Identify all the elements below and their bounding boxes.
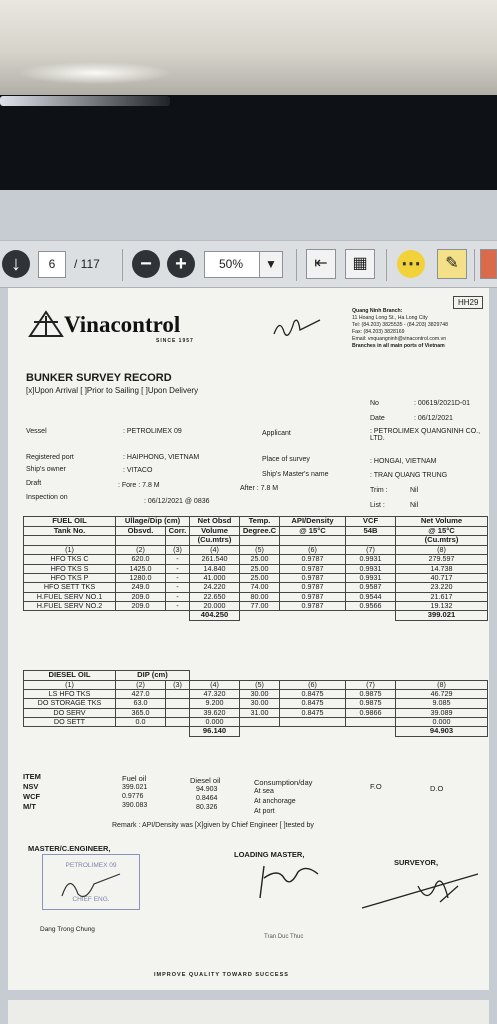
table-cell: 0.9787: [280, 564, 346, 573]
table-cell: 0.9787: [280, 555, 346, 564]
table-cell: 20.000: [190, 601, 240, 610]
table-cell: 0.8475: [280, 690, 346, 699]
table-cell: 427.0: [116, 690, 166, 699]
table-cell: 365.0: [116, 708, 166, 717]
col-number: (7): [346, 546, 396, 555]
footer-slogan: IMPROVE QUALITY TOWARD SUCCESS: [154, 972, 289, 978]
branch-email: Email: vnquangninh@vinacontrol.com.vn: [352, 336, 447, 342]
owner-value: : VITACO: [123, 467, 153, 474]
signer-name-mid: Tran Duc Thuc: [264, 934, 304, 940]
diesel-header-row: [24, 671, 488, 681]
document-page: [8, 288, 489, 990]
table-cell: 0.9787: [280, 574, 346, 583]
applicant-value: : PETROLIMEX QUANGNINH CO., LTD.: [370, 428, 481, 442]
col-number: (5): [240, 680, 280, 689]
stamp-text: PETROLIMEX 09: [65, 862, 117, 869]
tank-name: DO SETT: [24, 717, 116, 726]
fuel-mt: 390.083: [122, 802, 148, 809]
table-cell: 0.0: [116, 717, 166, 726]
table-cell: 279.597: [396, 555, 488, 564]
fit-width-icon[interactable]: ⇤: [306, 249, 336, 279]
fuel-total-obsd: 404.250: [190, 611, 240, 621]
consumption-label: Consumption/day: [254, 778, 313, 787]
highlight-icon[interactable]: ✎: [437, 249, 467, 279]
table-row: [24, 601, 488, 610]
table-cell: 9.200: [190, 699, 240, 708]
fuel-subheader-row: [24, 526, 488, 536]
col-number: (2): [116, 680, 166, 689]
table-cell: 209.0: [116, 601, 166, 610]
toolbar-divider: [296, 249, 297, 281]
doc-code: HH29: [453, 296, 483, 309]
tank-name: HFO TKS P: [24, 574, 116, 583]
table-cell: 0.9866: [346, 708, 396, 717]
table-cell: 46.729: [396, 690, 488, 699]
loading-master-signature: [254, 858, 324, 902]
zoom-in-icon[interactable]: +: [167, 250, 195, 278]
branch-title: Quang Ninh Branch:: [352, 308, 403, 314]
tank-name: H.FUEL SERV NO.1: [24, 592, 116, 601]
tank-name: HFO SETT TKS: [24, 583, 116, 592]
col-number: (1): [24, 546, 116, 555]
table-cell: 41.000: [190, 574, 240, 583]
obsvd-header: Obsvd.: [116, 526, 166, 536]
table-cell: -: [166, 555, 190, 564]
table-cell: 19.132: [396, 601, 488, 610]
diesel-wcf: 0.8464: [196, 795, 218, 802]
table-cell: 0.9566: [346, 601, 396, 610]
net-obsd-header: Net Obsd: [190, 517, 240, 527]
pdf-toolbar: [0, 240, 497, 288]
toolbar-divider: [122, 249, 123, 281]
diesel-oil-table: [23, 670, 488, 737]
place-label: Place of survey: [262, 456, 310, 463]
table-cell: 0.9787: [280, 601, 346, 610]
at-anchorage-label: At anchorage: [254, 798, 296, 805]
fuel-total-net: 399.021: [396, 611, 488, 621]
table-cell: 24.220: [190, 583, 240, 592]
loading-master-label: LOADING MASTER,: [234, 850, 305, 859]
chief-engineer-signature: [56, 866, 126, 906]
fo-label: F.O: [370, 782, 382, 791]
table-row: [24, 717, 488, 726]
table-cell: 1280.0: [116, 574, 166, 583]
table-cell: 31.00: [240, 708, 280, 717]
table-cell: 30.00: [240, 690, 280, 699]
next-tool-icon[interactable]: [480, 249, 497, 279]
temp-header: Temp.: [240, 517, 280, 527]
diesel-oil-header: DIESEL OIL: [24, 671, 116, 681]
table-cell: 39.620: [190, 708, 240, 717]
list-value: Nil: [410, 502, 419, 509]
item-label: ITEM: [23, 772, 41, 781]
fuel-header-row: [24, 517, 488, 527]
toolbar-divider: [386, 249, 387, 281]
table-cell: 40.717: [396, 574, 488, 583]
table-cell: 25.00: [240, 564, 280, 573]
col-number: (6): [280, 680, 346, 689]
table-cell: [166, 717, 190, 726]
record-title: BUNKER SURVEY RECORD: [26, 372, 172, 384]
no-label: No: [370, 400, 379, 407]
tank-name: LS HFO TKS: [24, 690, 116, 699]
bezel-glare: [0, 96, 170, 106]
no-value: : 00619/2021D-01: [414, 400, 471, 407]
col-number: (8): [396, 546, 488, 555]
applicant-label: Applicant: [262, 430, 291, 437]
tank-name: DO SERV: [24, 708, 116, 717]
chevron-down-icon[interactable]: ▼: [259, 251, 283, 278]
dip-header: DIP (cm): [116, 671, 190, 681]
table-cell: 0.9787: [280, 583, 346, 592]
do-label: D.O: [430, 784, 444, 793]
col-number: (6): [280, 546, 346, 555]
net-15-header: @ 15°C: [396, 526, 488, 536]
col-number: (2): [116, 546, 166, 555]
vcf-header: VCF: [346, 517, 396, 527]
table-cell: 0.9875: [346, 699, 396, 708]
table-row: [24, 564, 488, 573]
fuel-nsv: 399.021: [122, 784, 148, 791]
next-page: [8, 1000, 489, 1024]
at-sea-label: At sea: [254, 788, 274, 795]
table-cell: 80.00: [240, 592, 280, 601]
table-cell: [240, 717, 280, 726]
table-cell: 249.0: [116, 583, 166, 592]
ullage-header: Ullage/Dip (cm): [116, 517, 190, 527]
fuel-unit-row: [24, 536, 488, 546]
at-port-label: At port: [254, 808, 275, 815]
table-cell: 0.8475: [280, 699, 346, 708]
table-row: [24, 708, 488, 717]
tank-name: HFO TKS S: [24, 564, 116, 573]
download-arrow-icon[interactable]: ↓: [2, 250, 30, 278]
master-label: Ship's Master's name: [262, 471, 329, 478]
diesel-mt: 80.326: [196, 804, 218, 811]
draft-label: Draft: [26, 480, 42, 487]
inspection-value: : 06/12/2021 @ 0836: [144, 498, 210, 505]
table-cell: 47.320: [190, 690, 240, 699]
table-row: [24, 574, 488, 583]
col-number: (5): [240, 546, 280, 555]
col-number: (8): [396, 680, 488, 689]
record-subtitle: [x]Upon Arrival [ ]Prior to Sailing [ ]Upon Delivery: [26, 386, 199, 395]
fuel-number-row: [24, 546, 488, 555]
table-cell: 39.089: [396, 708, 488, 717]
corr-header: Corr.: [166, 526, 190, 536]
table-cell: 23.220: [396, 583, 488, 592]
monitor-bezel: [0, 95, 497, 193]
volume-header: Volume: [190, 526, 240, 536]
inspection-label: Inspection on: [26, 494, 68, 501]
table-cell: [166, 690, 190, 699]
draft-fore: : Fore : 7.8 M: [118, 482, 160, 489]
table-cell: [346, 717, 396, 726]
date-label: Date: [370, 415, 385, 422]
table-cell: 0.9931: [346, 555, 396, 564]
page-number-input[interactable]: 6: [38, 251, 66, 278]
brand-name: Vinacontrol: [64, 312, 181, 337]
brand-since: SINCE 1957: [156, 338, 194, 344]
reg-port-label: Registered port: [26, 454, 74, 461]
diesel-total-obsd: 96.140: [190, 727, 240, 737]
place-value: : HONGAI, VIETNAM: [370, 458, 437, 465]
diesel-nsv: 94.903: [196, 786, 218, 793]
tank-name: DO STORAGE TKS: [24, 699, 116, 708]
remark-text: Remark : API/Density was [X]given by Chief Engineer [ ]tested by: [112, 822, 314, 829]
table-cell: 0.8475: [280, 708, 346, 717]
table-cell: 0.9587: [346, 583, 396, 592]
trim-value: Nil: [410, 487, 419, 494]
mt-label: M/T: [23, 802, 36, 811]
table-cell: 209.0: [116, 592, 166, 601]
table-cell: 14.738: [396, 564, 488, 573]
table-cell: 0.9931: [346, 564, 396, 573]
col-number: (1): [24, 680, 116, 689]
table-cell: 22.650: [190, 592, 240, 601]
diesel-number-row: [24, 680, 488, 689]
diesel-oil-label: Diesel oil: [190, 776, 221, 785]
table-row: [24, 592, 488, 601]
table-row: [24, 699, 488, 708]
fuel-oil-label: Fuel oil: [122, 774, 147, 783]
zoom-out-icon[interactable]: −: [132, 250, 160, 278]
table-cell: 21.617: [396, 592, 488, 601]
fuel-oil-header: FUEL OIL: [24, 517, 116, 527]
unit-cu-mtrs: (Cu.mtrs): [396, 536, 488, 546]
table-cell: 0.000: [190, 717, 240, 726]
date-value: : 06/12/2021: [414, 415, 453, 422]
branch-address: 11 Hoang Long St., Ha Long City: [352, 315, 428, 321]
master-engineer-label: MASTER/C.ENGINEER,: [28, 844, 111, 853]
trim-label: Trim :: [370, 487, 388, 494]
table-cell: 14.840: [190, 564, 240, 573]
draft-after: After : 7.8 M: [240, 485, 279, 492]
full-screen-icon[interactable]: ▦: [345, 249, 375, 279]
table-cell: -: [166, 583, 190, 592]
reg-port-value: : HAIPHONG, VIETNAM: [123, 454, 200, 461]
api-header: API/Density: [280, 517, 346, 527]
signature-top: [270, 314, 324, 342]
table-row: [24, 583, 488, 592]
table-cell: 0.9544: [346, 592, 396, 601]
owner-label: Ship's owner: [26, 466, 66, 473]
tank-name: HFO TKS C: [24, 555, 116, 564]
col-number: (4): [190, 546, 240, 555]
branch-tel: Tel: (84.203) 3825535 - (84.203) 3829748: [352, 322, 449, 328]
table-cell: 74.00: [240, 583, 280, 592]
vessel-label: Vessel: [26, 428, 47, 435]
table-cell: 1425.0: [116, 564, 166, 573]
branch-note: Branches in all main ports of Vietnam: [352, 343, 445, 349]
signer-name-left: Dang Trong Chung: [40, 926, 95, 933]
wcf-label: WCF: [23, 792, 41, 801]
diesel-total-net: 94.903: [396, 727, 488, 737]
page-total: / 117: [74, 257, 100, 271]
api-15-header: @ 15°C: [280, 526, 346, 536]
table-cell: [166, 708, 190, 717]
vcf-54b-header: 54B: [346, 526, 396, 536]
table-cell: 25.00: [240, 574, 280, 583]
col-number: (4): [190, 680, 240, 689]
table-cell: 0.9931: [346, 574, 396, 583]
fuel-wcf: 0.9776: [122, 793, 144, 800]
table-row: [24, 555, 488, 564]
ceiling-light: [20, 62, 170, 84]
surveyor-label: SURVEYOR,: [394, 858, 439, 867]
zoom-select[interactable]: 50%: [204, 251, 260, 278]
net-volume-header: Net Volume: [396, 517, 488, 527]
table-cell: 0.9787: [280, 592, 346, 601]
table-cell: 0.9875: [346, 690, 396, 699]
tank-name: H.FUEL SERV NO.2: [24, 601, 116, 610]
vinacontrol-logo-icon: [28, 310, 64, 340]
table-cell: 9.085: [396, 699, 488, 708]
table-cell: -: [166, 574, 190, 583]
fuel-total-row: [24, 611, 488, 621]
table-cell: 30.00: [240, 699, 280, 708]
table-cell: -: [166, 592, 190, 601]
col-number: (7): [346, 680, 396, 689]
table-cell: 620.0: [116, 555, 166, 564]
branch-fax: Fax: (84.203) 3828169: [352, 329, 405, 335]
tank-no-header: Tank No.: [24, 526, 116, 536]
nsv-label: NSV: [23, 782, 39, 791]
table-cell: -: [166, 601, 190, 610]
vessel-value: : PETROLIMEX 09: [123, 428, 182, 435]
comment-icon[interactable]: ⋯: [397, 250, 425, 278]
table-cell: -: [166, 564, 190, 573]
table-cell: [280, 717, 346, 726]
toolbar-divider: [474, 249, 475, 281]
table-cell: 25.00: [240, 555, 280, 564]
col-number: (3): [166, 546, 190, 555]
list-label: List :: [370, 502, 385, 509]
unit-cu-mtrs: (Cu.mtrs): [190, 536, 240, 546]
fuel-oil-table: [23, 516, 488, 621]
table-cell: [166, 699, 190, 708]
table-row: [24, 690, 488, 699]
stamp-text: CHIEF ENG.: [72, 896, 110, 904]
surveyor-signature: [358, 866, 488, 916]
table-cell: 261.540: [190, 555, 240, 564]
degree-header: Degree.C: [240, 526, 280, 536]
table-cell: 63.0: [116, 699, 166, 708]
col-number: (3): [166, 680, 190, 689]
master-value: : TRAN QUANG TRUNG: [370, 472, 448, 479]
diesel-total-row: [24, 727, 488, 737]
table-cell: 0.000: [396, 717, 488, 726]
table-cell: 77.00: [240, 601, 280, 610]
